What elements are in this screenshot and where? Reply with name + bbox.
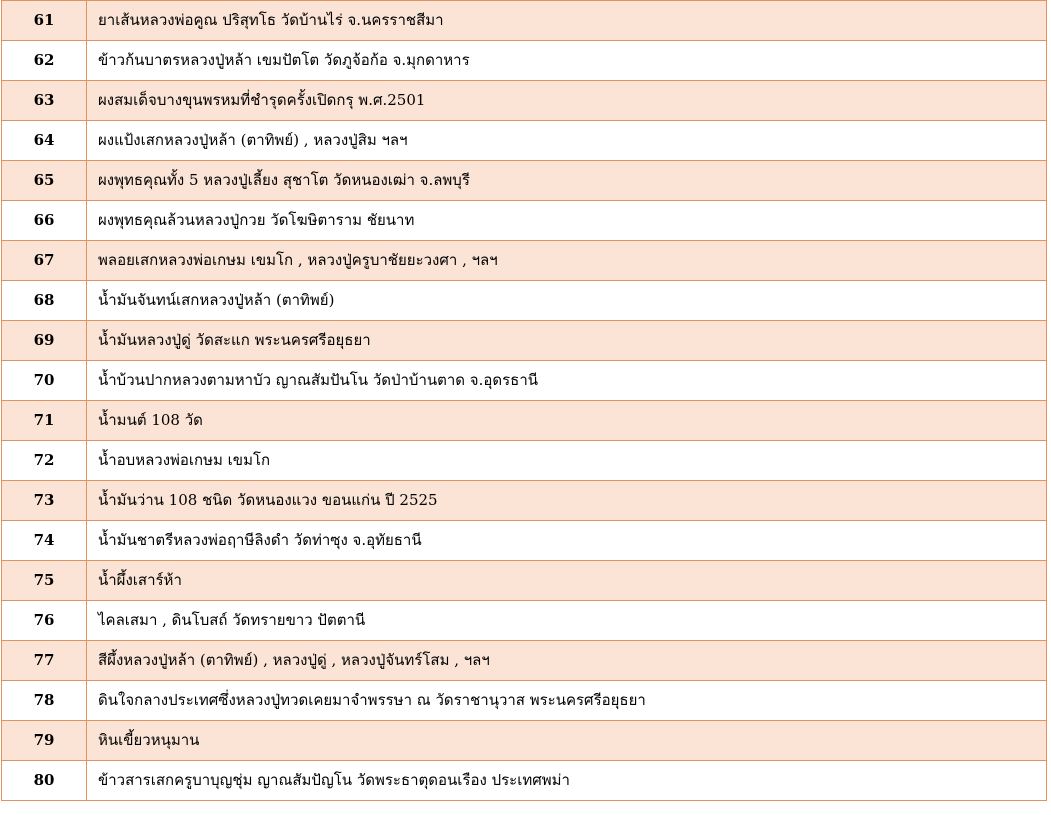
table-row [2,521,1047,561]
row-number: 68 [2,281,87,321]
table-row [2,561,1047,601]
row-number: 80 [2,761,87,801]
item-description: ข้าวก้นบาตรหลวงปู่หล้า เขมปัตโต วัดภูจ้อก้อ จ.มุกดาหาร [87,41,1047,81]
table-row [2,721,1047,761]
table-row [2,41,1047,81]
item-description: น้ำมันว่าน 108 ชนิด วัดหนองแวง ขอนแก่น ปี 2525 [87,481,1047,521]
row-number: 64 [2,121,87,161]
item-description: น้ำบ้วนปากหลวงตามหาบัว ญาณสัมปันโน วัดป่าบ้านตาด จ.อุดรธานี [87,361,1047,401]
item-description: ผงแป้งเสกหลวงปู่หล้า (ตาทิพย์) , หลวงปู่สิม ฯลฯ [87,121,1047,161]
row-number: 61 [2,1,87,41]
item-description: ผงพุทธคุณล้วนหลวงปู่กวย วัดโฆษิตาราม ชัยนาท [87,201,1047,241]
item-description: น้ำมนต์ 108 วัด [87,401,1047,441]
row-number: 63 [2,81,87,121]
items-table [1,0,1047,801]
row-number: 73 [2,481,87,521]
table-row [2,601,1047,641]
item-description: หินเขี้ยวหนุมาน [87,721,1047,761]
row-number: 78 [2,681,87,721]
row-number: 74 [2,521,87,561]
table-row [2,81,1047,121]
table-row [2,281,1047,321]
item-description: ยาเส้นหลวงพ่อคูณ ปริสุทโธ วัดบ้านไร่ จ.นครราชสีมา [87,1,1047,41]
row-number: 65 [2,161,87,201]
row-number: 76 [2,601,87,641]
row-number: 75 [2,561,87,601]
table-row [2,201,1047,241]
table-row [2,641,1047,681]
table-row [2,321,1047,361]
row-number: 69 [2,321,87,361]
item-description: น้ำมันหลวงปู่ดู่ วัดสะแก พระนครศรีอยุธยา [87,321,1047,361]
row-number: 67 [2,241,87,281]
table-row [2,241,1047,281]
row-number: 62 [2,41,87,81]
table-row [2,481,1047,521]
table-row [2,681,1047,721]
item-description: น้ำมันชาตรีหลวงพ่อฤาษีลิงดำ วัดท่าซุง จ.อุทัยธานี [87,521,1047,561]
row-number: 66 [2,201,87,241]
table-row [2,361,1047,401]
table-row [2,401,1047,441]
row-number: 79 [2,721,87,761]
item-description: น้ำมันจันทน์เสกหลวงปู่หล้า (ตาทิพย์) [87,281,1047,321]
table-row [2,761,1047,801]
items-table-body [2,1,1047,801]
item-description: ดินใจกลางประเทศซึ่งหลวงปู่ทวดเคยมาจำพรรษา ณ วัดราชานุวาส พระนครศรีอยุธยา [87,681,1047,721]
item-description: ไคลเสมา , ดินโบสถ์ วัดทรายขาว ปัตตานี [87,601,1047,641]
item-description: น้ำผึ้งเสาร์ห้า [87,561,1047,601]
item-description: ผงพุทธคุณทั้ง 5 หลวงปู่เลี้ยง สุชาโต วัดหนองเฒ่า จ.ลพบุรี [87,161,1047,201]
item-description: สีผึ้งหลวงปู่หล้า (ตาทิพย์) , หลวงปู่ดู่ , หลวงปู่จันทร์โสม , ฯลฯ [87,641,1047,681]
item-description: ผงสมเด็จบางขุนพรหมที่ชำรุดครั้งเปิดกรุ พ.ศ.2501 [87,81,1047,121]
item-description: พลอยเสกหลวงพ่อเกษม เขมโก , หลวงปู่ครูบาชัยยะวงศา , ฯลฯ [87,241,1047,281]
row-number: 71 [2,401,87,441]
row-number: 70 [2,361,87,401]
item-description: น้ำอบหลวงพ่อเกษม เขมโก [87,441,1047,481]
table-row [2,121,1047,161]
row-number: 72 [2,441,87,481]
table-row [2,161,1047,201]
table-row [2,1,1047,41]
table-row [2,441,1047,481]
row-number: 77 [2,641,87,681]
item-description: ข้าวสารเสกครูบาบุญชุ่ม ญาณสัมปัญโน วัดพระธาตุดอนเรือง ประเทศพม่า [87,761,1047,801]
